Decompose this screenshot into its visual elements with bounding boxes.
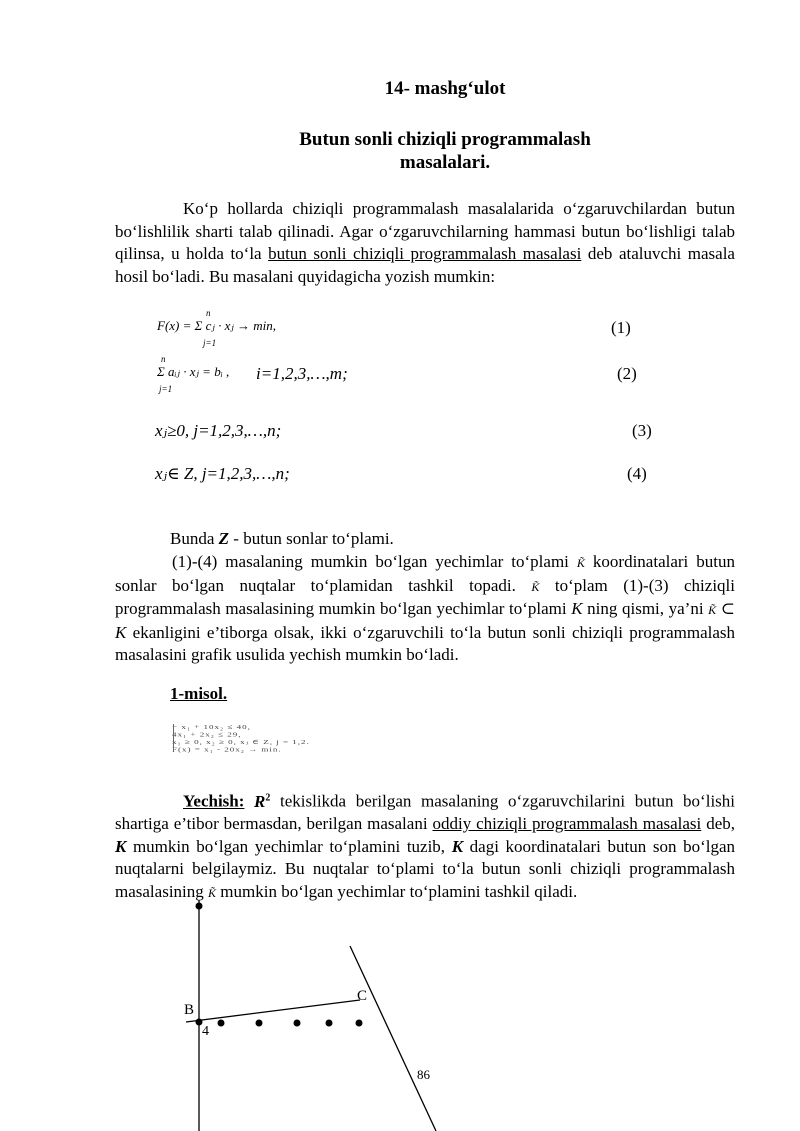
equation-1-number: (1) xyxy=(611,318,631,337)
p2-text-c: to‘plam (1)-(3) chiziqli programmalash masalasining mumkin bo‘lgan yechimlar to‘plami xyxy=(115,575,735,618)
intro-text-2: deb ataluvchi masala hosil bo‘ladi. Bu masalani quyidagicha yozish mumkin: xyxy=(115,244,735,286)
p2-K-1: K xyxy=(571,599,583,618)
solution-K-1: K xyxy=(115,836,127,856)
p2-K-2: K xyxy=(115,622,127,642)
bunda-suffix: - butun sonlar to‘plami. xyxy=(229,529,394,548)
intro-text-1: Ko‘p hollarda chiziqli programmalash masalalarida o‘zgaruvchilardan butun bo‘lishlilik sharti talab qilinadi. Agar o‘zgaruvchilarning hammasi butun bo‘lishligi talab qilinsa, u holda to‘la xyxy=(115,199,735,263)
constraint-line-BC xyxy=(186,1000,360,1022)
equation-3: xⱼ≥0, j=1,2,3,…,n; xyxy=(155,421,282,440)
solution-text-1: tekislikda berilgan masalaning o‘zgaruvchilarini butun bo‘lishi shartiga e’tibor bermasdan, berilgan masalani xyxy=(115,791,736,834)
intro-link[interactable]: butun sonli chiziqli programmalash masalasi xyxy=(268,244,582,263)
solution-label: Yechish: xyxy=(183,791,245,811)
integer-point xyxy=(196,903,203,910)
system-line-1: − x₁ + 10x₂ ≤ 40, xyxy=(172,723,251,731)
sum-top-limit-1: n xyxy=(206,308,211,318)
sum-top-limit-2: n xyxy=(161,354,166,364)
k-tilde-3: K̃ xyxy=(708,603,717,617)
p2-text-b: koordinatalari butun sonlar bo‘lgan nuqtalar to‘plamidan tashkil topadi. xyxy=(115,552,735,595)
p2-text-e: ekanligini e’tiborga olsak, ikki o‘zgaruvchili to‘la butun sonli chiziqli programmalash masalasini grafik usulida yechish mumkin bo‘ladi. xyxy=(115,622,735,664)
equation-2-range: i=1,2,3,…,m; xyxy=(256,364,348,383)
integer-point xyxy=(218,1020,225,1027)
equation-2-math: Σ aᵢⱼ · xⱼ = bᵢ , xyxy=(157,364,230,379)
equation-4-number: (4) xyxy=(627,464,647,483)
p2-text-d: ning qismi, ya’ni xyxy=(582,599,709,618)
subset-symbol: ⊂ xyxy=(716,599,735,618)
page-number: 86 xyxy=(417,1067,430,1082)
graph-label-B: B xyxy=(184,1002,195,1018)
integer-point xyxy=(326,1020,333,1027)
k-tilde-2: K̃ xyxy=(531,579,540,594)
system-line-4: F(x) = x₁ - 20x₂ → min. xyxy=(172,745,282,753)
sum-bottom-limit-2: j=1 xyxy=(159,384,173,394)
system-line-2: 4x₁ + 2x₂ ≤ 29, xyxy=(172,730,242,738)
integer-point xyxy=(294,1020,301,1027)
integer-points xyxy=(196,903,363,1027)
title-line-1: Butun sonli chiziqli programmalash xyxy=(299,129,591,150)
k-tilde-1: K̃ xyxy=(576,556,585,570)
system-line-3: x₁ ≥ 0, x₂ ≥ 0, xⱼ ∈ Z, j = 1,2. xyxy=(172,738,310,746)
k-tilde-4: K̃ xyxy=(208,885,217,900)
solution-link[interactable]: oddiy chiziqli programmalash masalasi xyxy=(432,814,702,834)
solution-K-2: K xyxy=(451,836,464,856)
solution-text-5: mumkin bo‘lgan yechimlar to‘plamini tashkil qiladi. xyxy=(216,881,578,901)
sum-bottom-limit-1: j=1 xyxy=(203,338,217,348)
solution-text-2: deb, xyxy=(701,814,735,834)
exercise-heading: 14- mashg‘ulot xyxy=(384,78,506,99)
example-label: 1-misol. xyxy=(170,684,228,703)
equation-1-math: F(x) = Σ cⱼ · xⱼ → min, xyxy=(157,318,277,333)
equation-4: xⱼ∈ Z, j=1,2,3,…,n; xyxy=(155,464,290,483)
solution-text-3: mumkin bo‘lgan yechimlar to‘plamini tuzib, xyxy=(126,836,452,856)
solution-text-4: dagi koordinatalari butun son bo‘lgan nuqtalarni belgilaymiz. Bu nuqtalar to‘plami to‘la butun sonli chiziqli programmalash masalasining xyxy=(115,836,736,901)
equation-3-number: (3) xyxy=(632,421,652,440)
title-line-2: masalalari. xyxy=(399,152,491,173)
graph-label-C: C xyxy=(357,988,368,1004)
bunda-prefix: Bunda xyxy=(170,529,219,548)
equation-2-number: (2) xyxy=(617,364,637,383)
graph-label-4: 4 xyxy=(202,1024,209,1039)
integer-point xyxy=(256,1020,263,1027)
p2-text-a: (1)-(4) masalaning mumkin bo‘lgan yechimlar to‘plami xyxy=(172,552,577,571)
integer-point xyxy=(356,1020,363,1027)
constraint-line-C xyxy=(350,946,436,1131)
bunda-Z: Z xyxy=(218,529,230,548)
solution-R-sup: 2 xyxy=(265,792,271,803)
solution-R: R xyxy=(254,791,266,811)
